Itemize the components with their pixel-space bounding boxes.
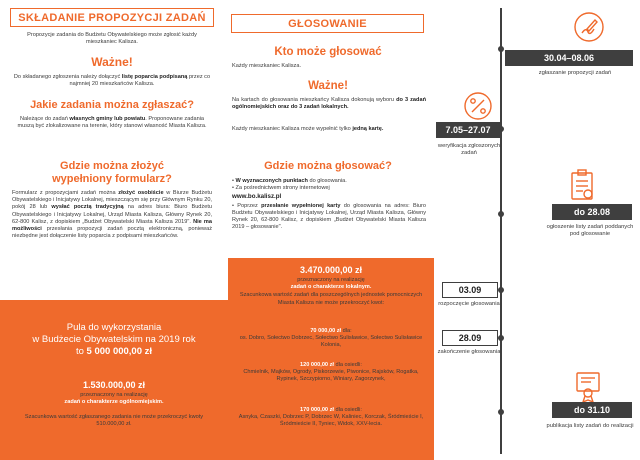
timeline-date-5: 28.09 — [442, 330, 498, 346]
what-tasks-text: Należące do zadań własnych gminy lub powiatu. Proponowane zadania muszą być zlokalizowane na terenie, który stanowi własność Miasta Kalisza. — [17, 116, 207, 130]
timeline-caption-5: zakończenie głosowania — [437, 349, 501, 355]
timeline-dot — [498, 287, 504, 293]
who-can-vote-heading: Kto może głosować — [274, 46, 382, 58]
timeline-line — [500, 8, 502, 454]
citywide-amount: 1.530.000,00 zł — [82, 380, 146, 390]
checklist-icon — [568, 168, 596, 202]
section-header-voting: GŁOSOWANIE — [231, 14, 424, 33]
timeline-date-6: do 31.10 — [552, 402, 632, 418]
where-submit-text: Formularz z propozycjami zadań można złożyć osobiście w Biurze Budżetu Obywatelskiego i Inicjatywy Lokalnej, mieszczącym się przy Głównym Rynku 20, pokój 28 lub wysłać pocztą tradycyjną na adres biura: Biuro Budżetu Obywatelskiego i Inicjatywy Lokalnej, Urząd Miasta Kalisza, Główny Rynek 20, 62-800 Kalisz, z dopiskiem „Budżet Obywatelski Miasta Kalisza 2019". Nie ma możliwości przesłania propozycji zadań pocztą elektroniczną, ponieważ niezbędne jest dołączenie listy poparcia z podpisami mieszkańców. — [12, 190, 212, 240]
local-group-170k: 170 000,00 zł dla osiedli: Asnyka, Czaszki, Dobrzec P, Dobrzec W, Kaliniec, Korczak, Śródmieście I, Śródmieście II, Tyniec, Widok, XXV-lecia. — [238, 407, 424, 428]
local-desc: przeznaczony na realizację zadań o charakterze lokalnym. Szacunkowa wartość zadań dla poszczególnych jednostek pomocniczych Miasta Kalisza nie może przekroczyć kwot: — [239, 277, 423, 306]
percent-icon — [462, 90, 494, 122]
timeline-caption-3: ogłoszenie listy zadań poddanych pod głosowanie — [546, 224, 634, 238]
voting-method-points: • W wyznaczonych punktach do głosowania. — [232, 178, 347, 184]
voting-important-heading: Ważne! — [308, 80, 348, 92]
local-group-120k: 120 000,00 zł dla osiedli: Chmielnik, Majków, Ogrody, Piskorzewie, Piwonice, Rajsków, Rogatka, Rypinek, Szczypiorno, Winiary, Zagorzynek, — [243, 362, 419, 383]
timeline-dot — [498, 211, 504, 217]
timeline-caption-2: weryfikacja zgłoszonych zadań — [437, 143, 501, 157]
signature-icon — [573, 10, 605, 44]
citywide-desc: przeznaczony na realizację zadań o charakterze ogólnomiejskim. — [64, 392, 164, 406]
voting-important-text: Na kartach do głosowania mieszkańcy Kalisza dokonują wyboru do 3 zadań ogólnomiejskich oraz do 3 zadań lokalnych. — [232, 97, 426, 111]
important-text: Do składanego zgłoszenia należy dołączyć listę poparcia podpisaną przez co najmniej 20 mieszkańców Kalisza. — [13, 74, 211, 88]
voting-method-mail: • Poprzez przesłanie wypełnionej karty do głosowania na adres: Biuro Budżetu Obywatelskiego i Inicjatywy Lokalnej, Urząd Miasta Kalisza, Główny Rynek 20, 62-800 Kalisz, z dopiskiem „Budżet Obywatelski Miasta Kalisza 2019 – głosowanie". — [232, 202, 427, 231]
voting-method-online: • Za pośrednictwem strony internetowej — [232, 185, 330, 192]
timeline-date-4: 03.09 — [442, 282, 498, 298]
voting-url-link[interactable]: www.bo.kalisz.pl — [232, 193, 282, 201]
section-header-proposals: SKŁADANIE PROPOZYCJI ZADAŃ — [10, 8, 214, 27]
certificate-icon — [574, 370, 602, 404]
one-card-text: Każdy mieszkaniec Kalisza może wypełnić tylko jedną kartę. — [232, 126, 384, 132]
local-group-70k: 70 000,00 zł dla: os. Dobro, Sołectwo Dobrzec, Sołectwo Sulisławice, Sołectwo Sulisławice Kolonia, — [239, 328, 423, 349]
timeline-dot — [498, 335, 504, 341]
timeline-date-2: 7.05–27.07 — [436, 122, 500, 138]
timeline-caption-6: publikacja listy zadań do realizacji — [546, 423, 634, 429]
proposals-intro: Propozycje zadania do Budżetu Obywatelskiego może zgłosić każdy mieszkaniec Kalisza. — [27, 32, 197, 46]
important-heading: Ważne! — [91, 55, 133, 69]
timeline-caption-4: rozpoczęcie głosowania — [438, 301, 500, 307]
timeline-caption-1: zgłaszanie propozycji zadań — [538, 70, 612, 76]
who-can-vote-text: Każdy mieszkaniec Kalisza. — [232, 63, 302, 69]
citywide-note: Szacunkowa wartość zgłaszanego zadania nie może przekroczyć kwoty 510.000,00 zł. — [24, 414, 204, 428]
timeline-dot — [498, 409, 504, 415]
what-tasks-heading: Jakie zadania można zgłaszać? — [30, 99, 194, 111]
timeline-date-3: do 28.08 — [552, 204, 632, 220]
where-submit-heading: Gdzie można złożyć wypełniony formularz? — [52, 160, 172, 185]
local-amount: 3.470.000,00 zł — [299, 265, 363, 275]
where-vote-heading: Gdzie można głosować? — [264, 160, 392, 172]
voting-methods — [232, 178, 426, 231]
timeline-date-1: 30.04–08.06 — [505, 50, 633, 66]
pool-title: Pula do wykorzystania w Budżecie Obywatelskim na 2019 rok to 5 000 000,00 zł — [32, 322, 196, 357]
timeline-dot — [498, 46, 504, 52]
